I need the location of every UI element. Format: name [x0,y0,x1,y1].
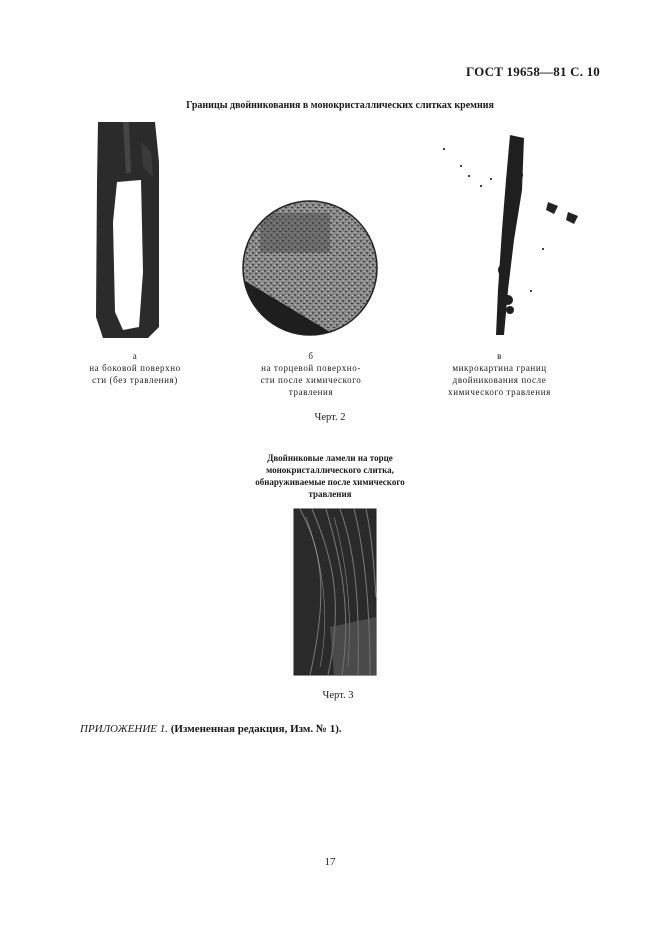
panel-letter: а [132,351,138,361]
caption-line: травления [288,387,334,397]
panel-letter: в [497,351,502,361]
page-number: 17 [324,856,336,868]
title-line: Двойниковые ламели на торце [267,453,393,463]
figure-3-title [230,452,430,500]
panel-letter: б [308,351,314,361]
figure-2a-caption [60,350,210,386]
figure-2b-caption [236,350,386,398]
title-line: обнаруживаемые после химического [255,477,405,487]
caption-line: химического травления [448,387,551,397]
title-line: травления [308,489,352,499]
figure-2c-image [438,130,588,340]
revision-note: (Измененная редакция, Изм. № 1). [170,723,342,735]
figure-2-title: Границы двойникования в монокристаллических слитках кремния [186,100,494,111]
figure-2c-caption [422,350,577,398]
title-line: монокристаллического слитка, [266,465,394,475]
appendix-note [80,723,342,735]
appendix-title: ПРИЛОЖЕНИЕ 1. [80,723,168,735]
caption-line: сти (без травления) [92,375,178,385]
document-header: ГОСТ 19658—81 С. 10 [466,64,600,79]
figure-2a-image [93,122,165,340]
caption-line: микрокартина границ [452,363,547,373]
caption-line: двойникования после [452,375,547,385]
caption-line: на боковой поверхно [89,363,181,373]
figure-2b-image [240,198,380,338]
caption-line: сти после химического [260,375,362,385]
figure-2-label: Черт. 2 [314,412,346,423]
caption-line: на торцевой поверхно- [261,363,361,373]
figure-3-image [290,507,380,677]
figure-3-label: Черт. 3 [322,690,354,701]
